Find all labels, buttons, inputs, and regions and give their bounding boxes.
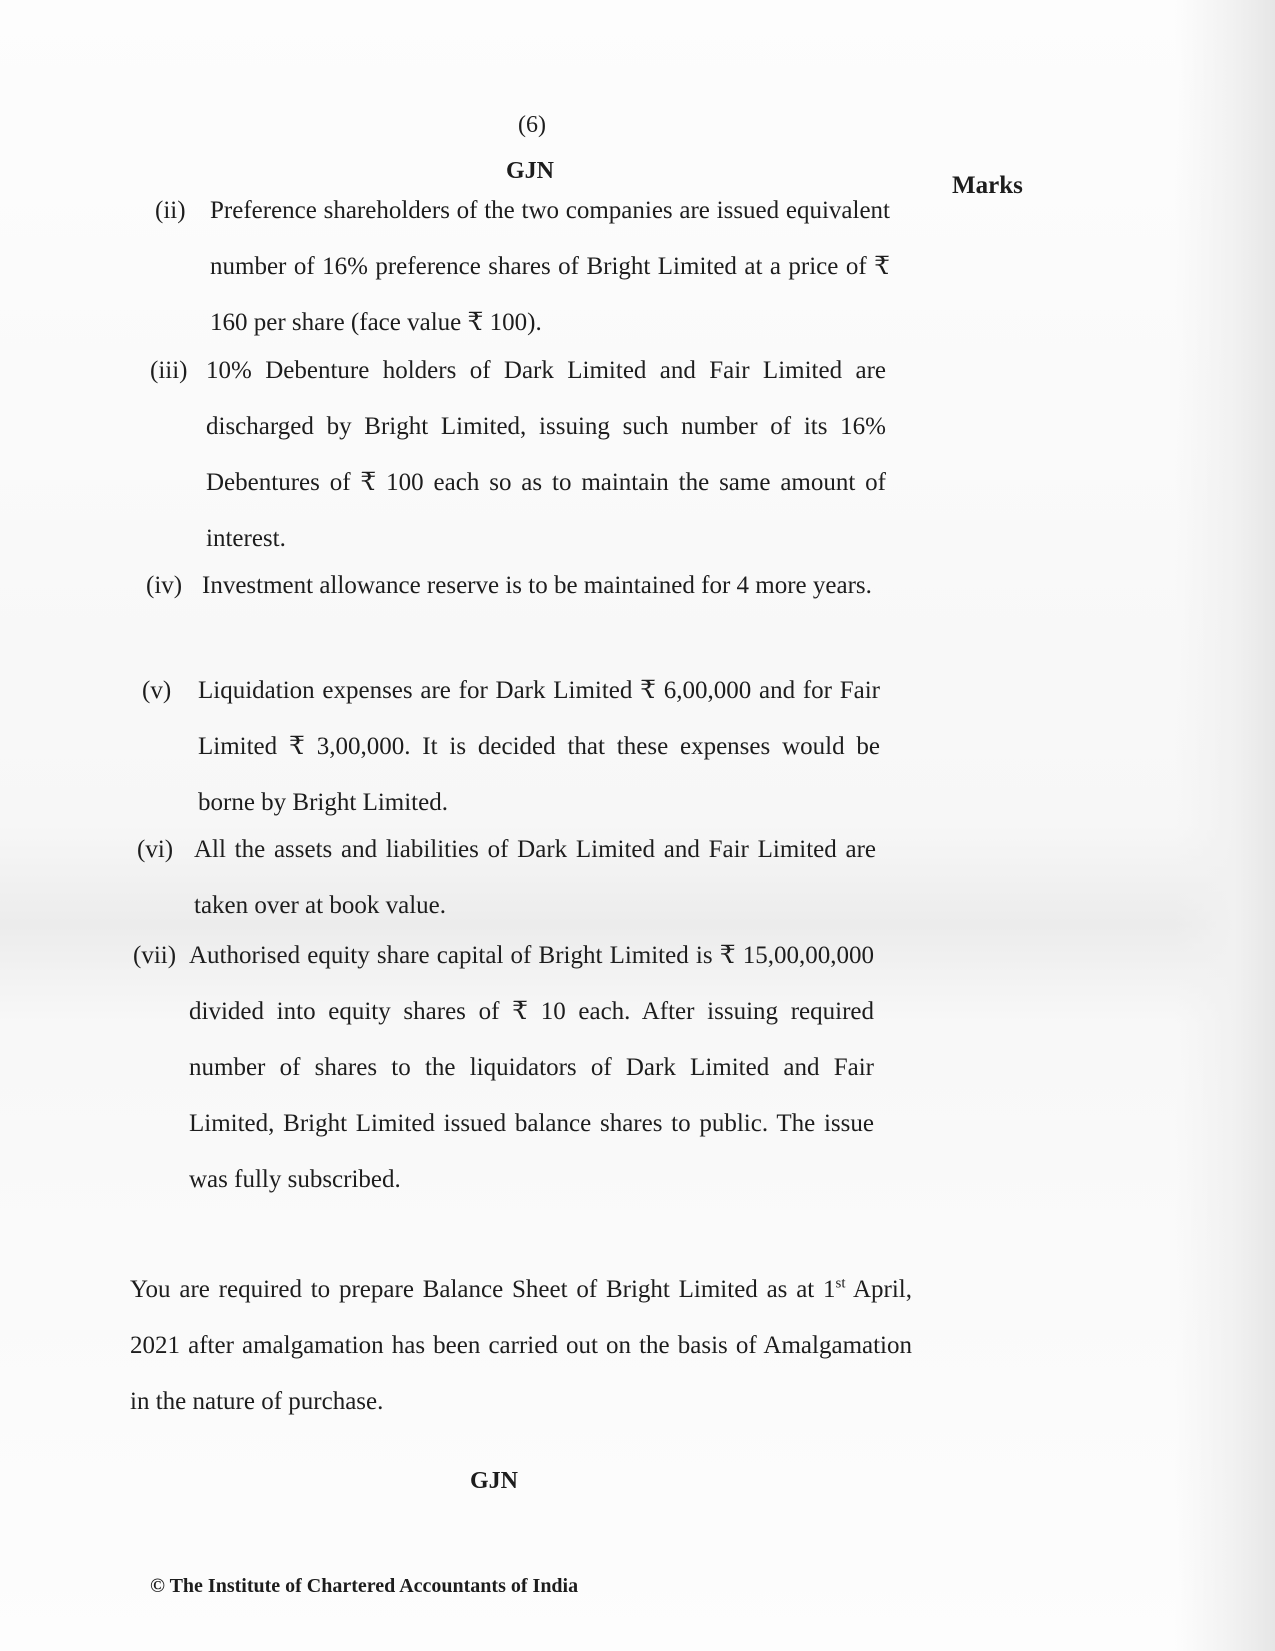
instruction-paragraph	[130, 1262, 912, 1430]
item-number: (vi)	[137, 836, 174, 863]
list-item	[133, 928, 878, 1208]
item-text: All the assets and liabilities of Dark Limited and Fair Limited are taken over at book value.	[194, 836, 876, 919]
item-text: Authorised equity share capital of Bright Limited is ₹ 15,00,00,000 divided into equity shares of ₹ 10 each. After issuing required number of shares to the liquidators of Dark Limited and Fair Limited, Bright Limited issued balance shares to public. The issue was fully subscribed.	[189, 942, 874, 1193]
item-text: Investment allowance reserve is to be maintained for 4 more years.	[202, 572, 872, 599]
instruction-text-part2: April, 2021 after amalgamation has been carried out on the basis of Amalgamation in the nature of purchase.	[130, 1276, 912, 1415]
item-text: Preference shareholders of the two companies are issued equivalent number of 16% preference shares of Bright Limited at a price of ₹ 160 per share (face value ₹ 100).	[210, 197, 890, 336]
item-number: (vii)	[133, 942, 177, 969]
paper-code-footer: GJN	[470, 1468, 518, 1494]
list-item	[137, 822, 877, 934]
marks-column-label: Marks	[952, 172, 1023, 199]
list-item	[146, 558, 886, 670]
item-text: 10% Debenture holders of Dark Limited and Fair Limited are discharged by Bright Limited, issuing such number of its 16% Debentures of ₹ 100 each so as to maintain the same amount of interest.	[206, 357, 886, 552]
list-item	[150, 343, 890, 567]
item-number: (iii)	[150, 357, 188, 384]
item-number: (iv)	[146, 572, 183, 599]
item-number: (v)	[142, 677, 172, 704]
page-number: (6)	[518, 112, 546, 138]
instruction-text-part1: You are required to prepare Balance Sheet of Bright Limited as at 1	[130, 1276, 836, 1303]
item-text: Liquidation expenses are for Dark Limited ₹ 6,00,000 and for Fair Limited ₹ 3,00,000. It is decided that these expenses would be borne by Bright Limited.	[198, 677, 880, 816]
page-edge-shadow	[1175, 0, 1275, 1651]
list-item	[142, 663, 882, 831]
item-number: (ii)	[155, 197, 186, 224]
list-item	[155, 183, 895, 351]
copyright-notice: © The Institute of Chartered Accountants of India	[150, 1575, 579, 1597]
paper-code-header: GJN	[506, 158, 554, 184]
ordinal-suffix: st	[835, 1275, 846, 1292]
